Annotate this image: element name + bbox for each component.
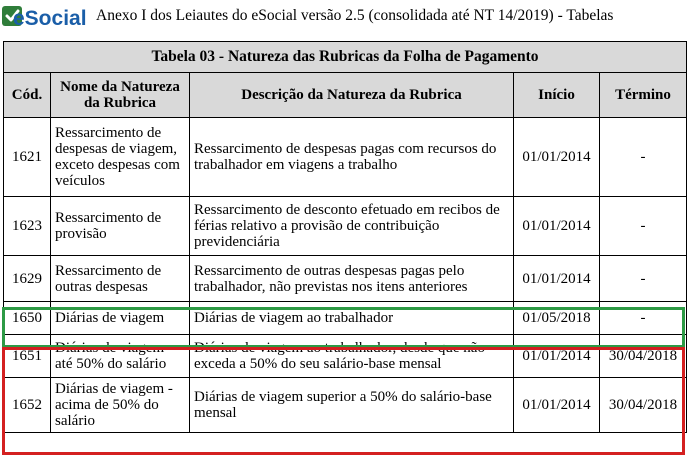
table-row-highlighted-red	[4, 378, 687, 433]
cell-descricao: Diárias de viagem superior a 50% do salário-base mensal	[190, 378, 514, 433]
table-caption: Tabela 03 - Natureza das Rubricas da Folha de Pagamento	[4, 42, 687, 73]
svg-text:eSocial: eSocial	[13, 7, 87, 30]
cell-cod: 1623	[4, 197, 51, 256]
cell-nome: Ressarcimento de provisão	[51, 197, 190, 256]
cell-descricao: Ressarcimento de despesas pagas com recursos do trabalhador em viagens a trabalho	[190, 118, 514, 197]
cell-descricao: Diárias de viagem ao trabalhador	[190, 302, 514, 335]
column-header-cod: Cód.	[4, 73, 51, 118]
cell-cod: 1651	[4, 335, 51, 378]
cell-cod: 1629	[4, 256, 51, 302]
cell-descricao: Diárias de viagem ao trabalhador, desde que não exceda a 50% do seu salário-base mensal	[190, 335, 514, 378]
column-header-inicio: Início	[514, 73, 600, 118]
cell-cod: 1652	[4, 378, 51, 433]
table-row	[4, 118, 687, 197]
document-header	[0, 0, 689, 34]
cell-termino: -	[600, 256, 687, 302]
cell-descricao: Ressarcimento de outras despesas pagas pelo trabalhador, não previstas nos itens anteriores	[190, 256, 514, 302]
cell-inicio: 01/01/2014	[514, 378, 600, 433]
natureza-rubricas-table	[3, 41, 687, 433]
cell-termino: -	[600, 302, 687, 335]
table-row-highlighted-green	[4, 302, 687, 335]
cell-termino: 30/04/2018	[600, 378, 687, 433]
cell-inicio: 01/01/2014	[514, 118, 600, 197]
cell-inicio: 01/01/2014	[514, 335, 600, 378]
column-header-nome: Nome da Natureza da Rubrica	[51, 73, 190, 118]
cell-inicio: 01/05/2018	[514, 302, 600, 335]
cell-cod: 1650	[4, 302, 51, 335]
column-header-descricao: Descrição da Natureza da Rubrica	[190, 73, 514, 118]
cell-nome: Diárias de viagem - até 50% do salário	[51, 335, 190, 378]
cell-nome: Diárias de viagem - acima de 50% do salário	[51, 378, 190, 433]
cell-descricao: Ressarcimento de desconto efetuado em recibos de férias relativo a provisão de contribuição previdenciária	[190, 197, 514, 256]
document-title: Anexo I dos Leiautes do eSocial versão 2.5 (consolidada até NT 14/2019) - Tabelas	[96, 7, 614, 24]
cell-termino: 30/04/2018	[600, 335, 687, 378]
cell-termino: -	[600, 197, 687, 256]
cell-nome: Ressarcimento de despesas de viagem, exceto despesas com veículos	[51, 118, 190, 197]
column-header-termino: Término	[600, 73, 687, 118]
table-row-highlighted-red	[4, 335, 687, 378]
cell-inicio: 01/01/2014	[514, 197, 600, 256]
cell-nome: Ressarcimento de outras despesas	[51, 256, 190, 302]
cell-nome: Diárias de viagem	[51, 302, 190, 335]
cell-cod: 1621	[4, 118, 51, 197]
table-row	[4, 197, 687, 256]
cell-termino: -	[600, 118, 687, 197]
cell-inicio: 01/01/2014	[514, 256, 600, 302]
table-row	[4, 256, 687, 302]
